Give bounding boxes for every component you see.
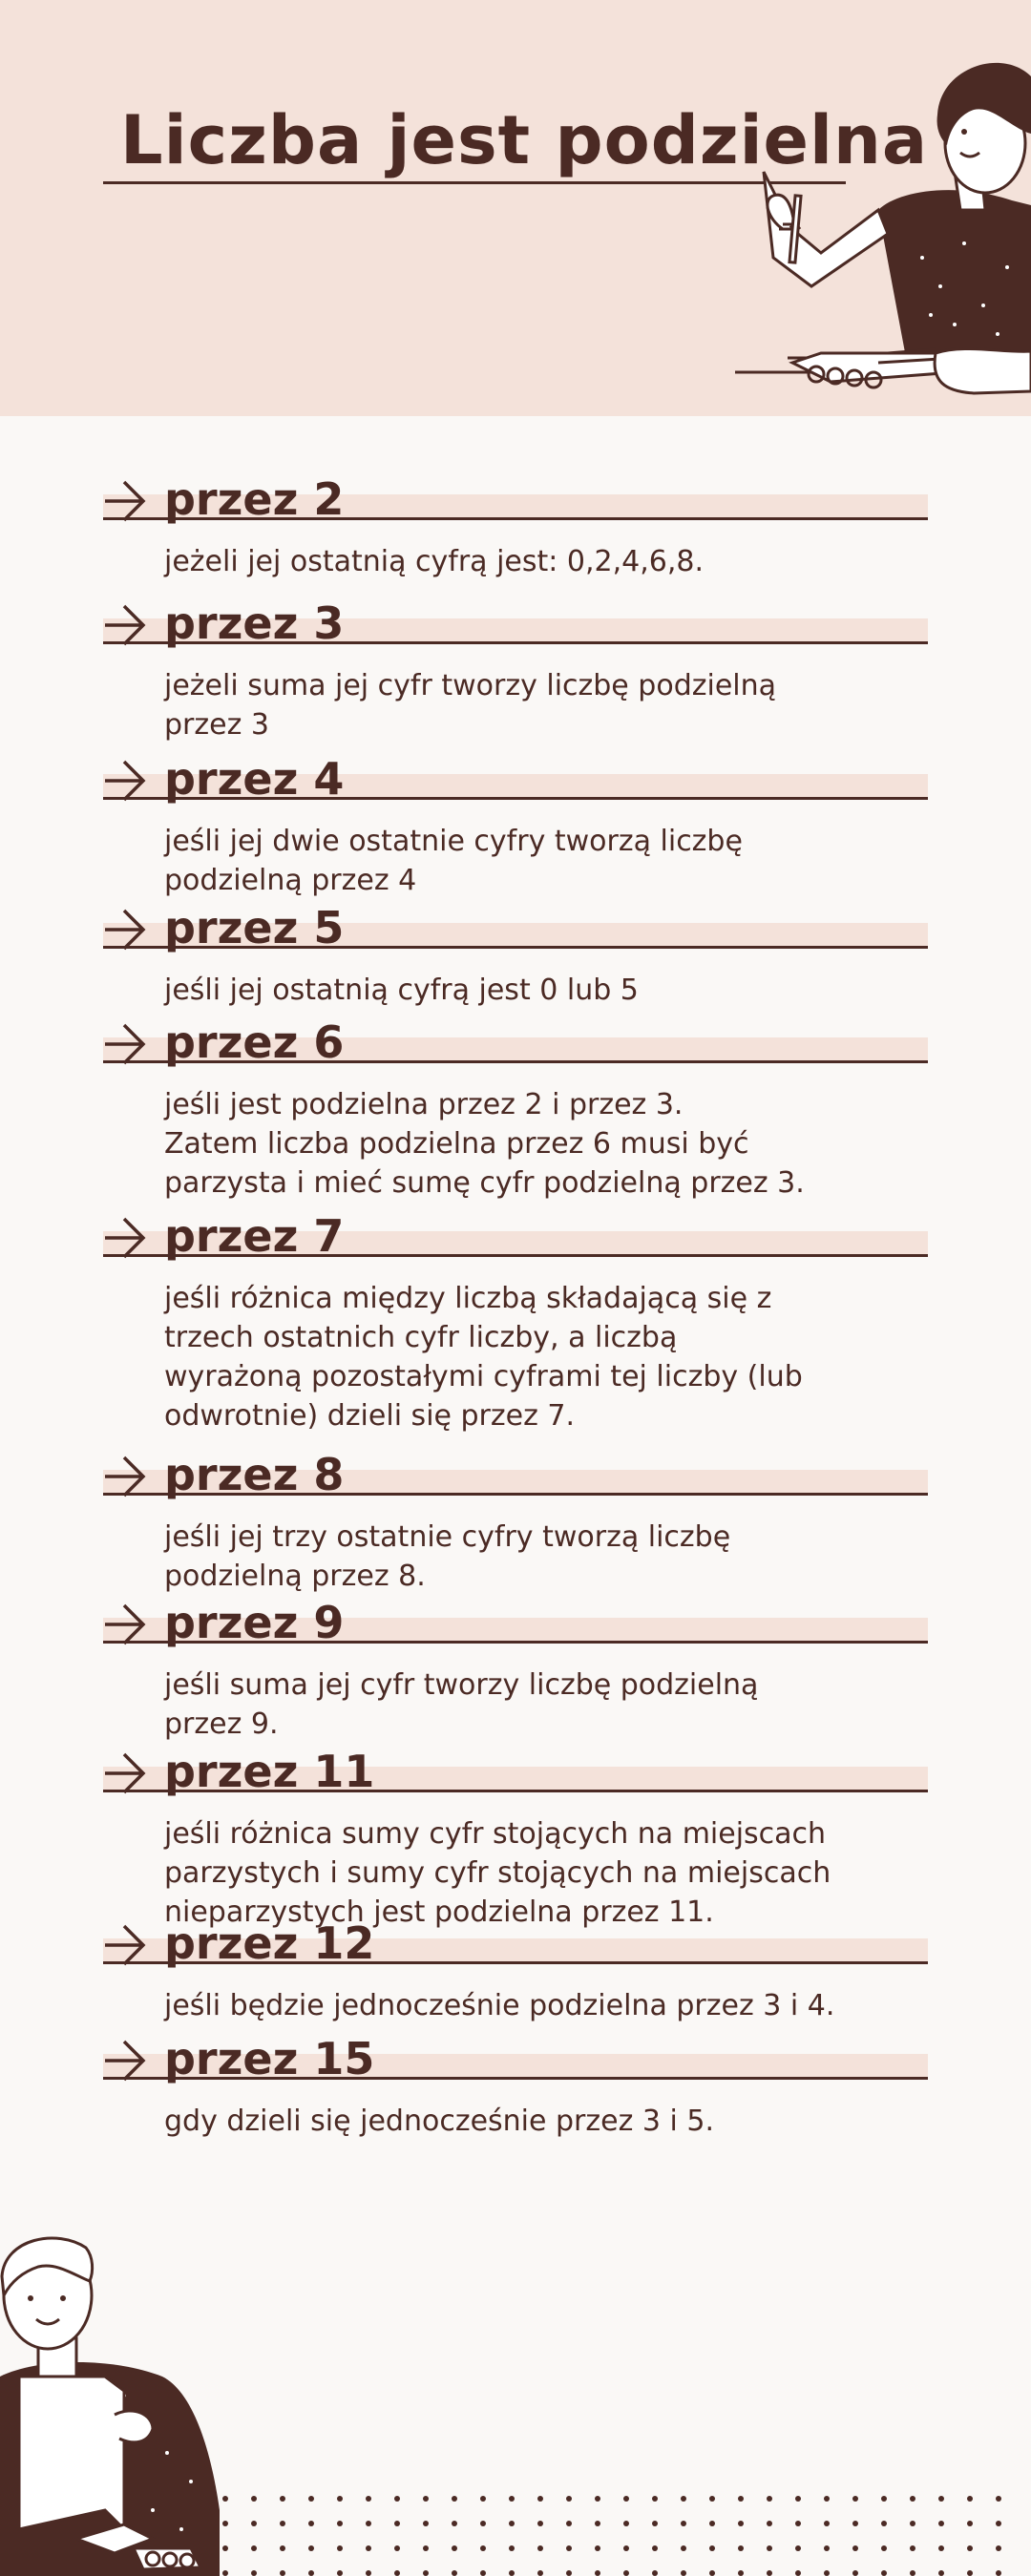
divisibility-rule-section <box>103 473 928 581</box>
arrow-right-icon <box>103 2039 147 2083</box>
divisibility-rule-section <box>103 1210 928 1435</box>
arrow-right-icon <box>103 1455 147 1498</box>
section-title: przez 7 <box>164 1210 345 1262</box>
section-header <box>103 753 928 812</box>
section-header <box>103 1597 928 1656</box>
section-description: jeśli jej ostatnią cyfrą jest 0 lub 5 <box>164 974 639 1007</box>
arrow-right-icon <box>103 479 147 523</box>
divisibility-rule-section <box>103 753 928 900</box>
section-title: przez 15 <box>164 2033 375 2084</box>
section-title: przez 9 <box>164 1597 345 1648</box>
section-header <box>103 1210 928 1269</box>
arrow-right-icon <box>103 1216 147 1260</box>
arrow-right-icon <box>103 1602 147 1646</box>
section-description: jeśli jej dwie ostatnie cyfry tworzą liczbę podzielną przez 4 <box>164 825 743 897</box>
section-header <box>103 1746 928 1805</box>
divisibility-rule-section <box>103 1746 928 1932</box>
section-title: przez 11 <box>164 1746 375 1797</box>
arrow-right-icon <box>103 908 147 952</box>
arrow-right-icon <box>103 759 147 803</box>
section-title: przez 6 <box>164 1016 345 1068</box>
divisibility-rule-section <box>103 1917 928 2025</box>
divisibility-rule-section <box>103 2033 928 2141</box>
page-title: Liczba jest podzielna <box>120 101 929 179</box>
section-header <box>103 1917 928 1977</box>
divisibility-rule-section <box>103 1016 928 1203</box>
student-reading-illustration <box>0 2224 248 2576</box>
arrow-right-icon <box>103 1751 147 1795</box>
section-header <box>103 1449 928 1508</box>
student-writing-illustration <box>735 38 1031 416</box>
section-title: przez 4 <box>164 753 345 805</box>
arrow-right-icon <box>103 1923 147 1967</box>
section-title: przez 3 <box>164 597 345 649</box>
section-title: przez 12 <box>164 1917 375 1969</box>
section-header <box>103 473 928 533</box>
section-title: przez 2 <box>164 473 345 525</box>
section-description: jeśli różnica między liczbą składającą się z trzech ostatnich cyfr liczby, a liczbą wyrażoną pozostałymi cyframi tej liczby (lub odwrotnie) dzieli się przez 7. <box>164 1282 803 1433</box>
divisibility-rule-section <box>103 1597 928 1744</box>
arrow-right-icon <box>103 1022 147 1066</box>
section-description: jeżeli suma jej cyfr tworzy liczbę podzielną przez 3 <box>164 669 777 742</box>
divisibility-rule-section <box>103 902 928 1010</box>
section-description: jeśli różnica sumy cyfr stojących na miejscach parzystych i sumy cyfr stojących na miejscach nieparzystych jest podzielna przez 11. <box>164 1817 831 1929</box>
divisibility-rule-section <box>103 1449 928 1596</box>
dot-pattern <box>220 2491 1031 2576</box>
arrow-right-icon <box>103 603 147 647</box>
section-header <box>103 1016 928 1076</box>
section-header <box>103 2033 928 2092</box>
section-title: przez 5 <box>164 902 345 953</box>
section-description: jeśli suma jej cyfr tworzy liczbę podzielną przez 9. <box>164 1668 759 1741</box>
section-description: jeżeli jej ostatnią cyfrą jest: 0,2,4,6,8. <box>164 545 705 578</box>
section-description: jeśli będzie jednocześnie podzielna przez 3 i 4. <box>164 1989 835 2022</box>
section-description: jeśli jest podzielna przez 2 i przez 3. Zatem liczba podzielna przez 6 musi być parzysta i mieć sumę cyfr podzielną przez 3. <box>164 1088 805 1200</box>
section-description: jeśli jej trzy ostatnie cyfry tworzą liczbę podzielną przez 8. <box>164 1520 731 1593</box>
divisibility-rule-section <box>103 597 928 744</box>
section-header <box>103 902 928 961</box>
section-description: gdy dzieli się jednocześnie przez 3 i 5. <box>164 2105 714 2138</box>
section-header <box>103 597 928 657</box>
section-title: przez 8 <box>164 1449 345 1500</box>
